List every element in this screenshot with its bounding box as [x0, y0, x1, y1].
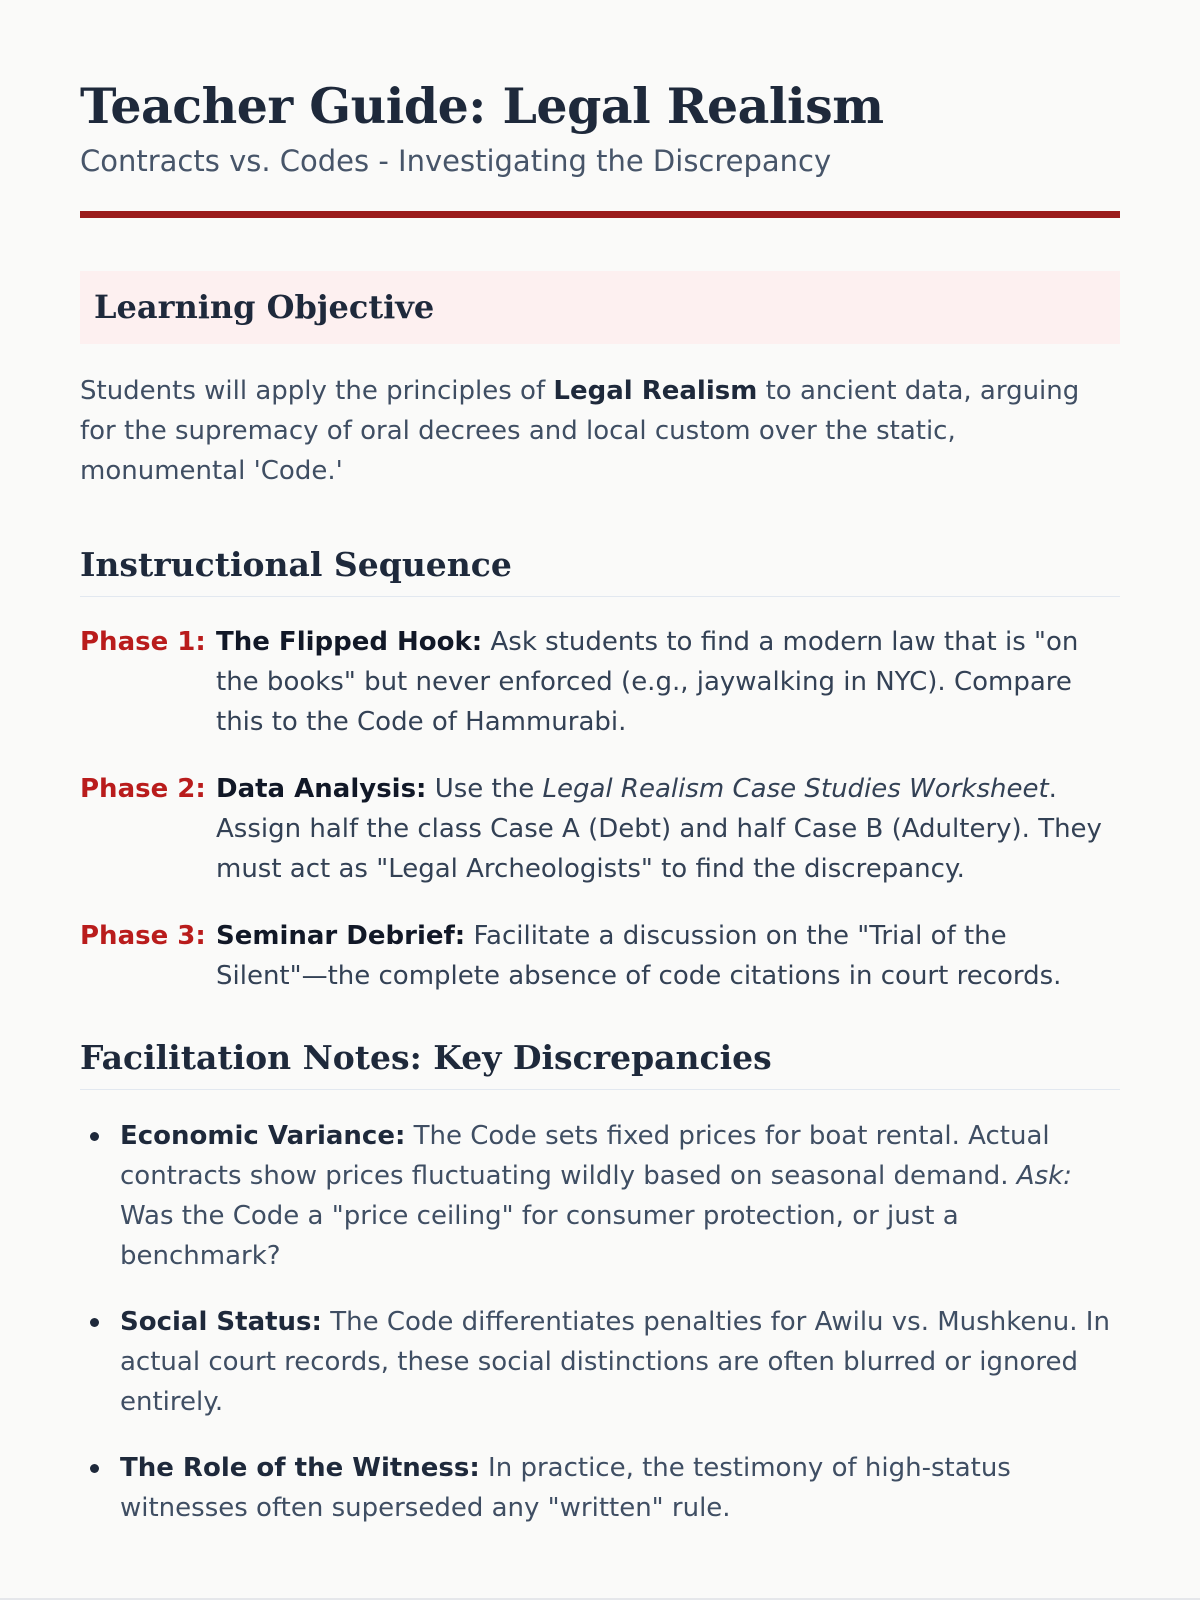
phase-description	[216, 769, 1120, 889]
phase-title: Seminar Debrief:	[216, 920, 466, 951]
phase-label: Phase 2:	[80, 773, 206, 804]
note-text: The Code differentiates penalties for Awilu vs. Mushkenu. In actual court records, these social distinctions are often blurred or ignored entirely.	[120, 1306, 1110, 1417]
objective-text-emphasis: Legal Realism	[553, 375, 758, 406]
bullet-icon	[90, 1464, 99, 1473]
learning-objective-text	[80, 371, 1120, 491]
instructional-sequence-heading: Instructional Sequence	[80, 545, 1120, 597]
worksheet-title: Legal Realism Case Studies Worksheet	[542, 773, 1049, 804]
learning-objective-heading: Learning Objective	[94, 288, 435, 327]
phase-item	[80, 916, 1120, 996]
phase-title: Data Analysis:	[216, 773, 427, 804]
note-text: The Code sets fixed prices for boat rental. Actual contracts show prices fluctuating wildly based on seasonal demand.	[120, 1120, 1050, 1191]
note-prompt: Ask:	[1016, 1160, 1072, 1191]
title-divider	[80, 211, 1120, 218]
facilitation-notes-heading: Facilitation Notes: Key Discrepancies	[80, 1038, 1120, 1090]
phase-label: Phase 3:	[80, 920, 206, 951]
note-text: In practice, the testimony of high-status witnesses often superseded any "written" rule.	[120, 1452, 1011, 1523]
bullet-icon	[90, 1318, 99, 1327]
list-item	[80, 1116, 1120, 1276]
note-title: Social Status:	[120, 1306, 322, 1337]
phase-description	[216, 622, 1120, 742]
page-title: Teacher Guide: Legal Realism	[80, 77, 884, 135]
bullet-icon	[90, 1132, 99, 1141]
note-title: Economic Variance:	[120, 1120, 406, 1151]
phase-text: Facilitate a discussion on the "Trial of the Silent"—the complete absence of code citations in court records.	[216, 920, 1062, 991]
phase-label: Phase 1:	[80, 626, 206, 657]
list-item	[80, 1448, 1120, 1528]
learning-objective-banner	[80, 271, 1120, 344]
list-item	[80, 1302, 1120, 1422]
phase-text: Ask students to find a modern law that is "on the books" but never enforced (e.g., jaywalking in NYC). Compare this to the Code of Hammurabi.	[216, 626, 1079, 737]
phase-item	[80, 622, 1120, 742]
phase-list	[80, 622, 1120, 996]
phase-item	[80, 769, 1120, 889]
phase-text: Use the	[426, 773, 543, 804]
phase-title: The Flipped Hook:	[216, 626, 483, 657]
objective-text-end: to ancient data, arguing for the supremacy of oral decrees and local custom over the static, monumental 'Code.'	[80, 375, 1080, 486]
note-text: Was the Code a "price ceiling" for consumer protection, or just a benchmark?	[120, 1200, 959, 1271]
objective-text-start: Students will apply the principles of	[80, 375, 554, 406]
facilitation-notes-list	[80, 1116, 1120, 1528]
phase-description	[216, 916, 1120, 996]
page-subtitle: Contracts vs. Codes - Investigating the Discrepancy	[80, 143, 832, 178]
note-title: The Role of the Witness:	[120, 1452, 480, 1483]
phase-text: . Assign half the class Case A (Debt) and half Case B (Adultery). They must act as "Legal Archeologists" to find the discrepancy.	[216, 773, 1102, 884]
